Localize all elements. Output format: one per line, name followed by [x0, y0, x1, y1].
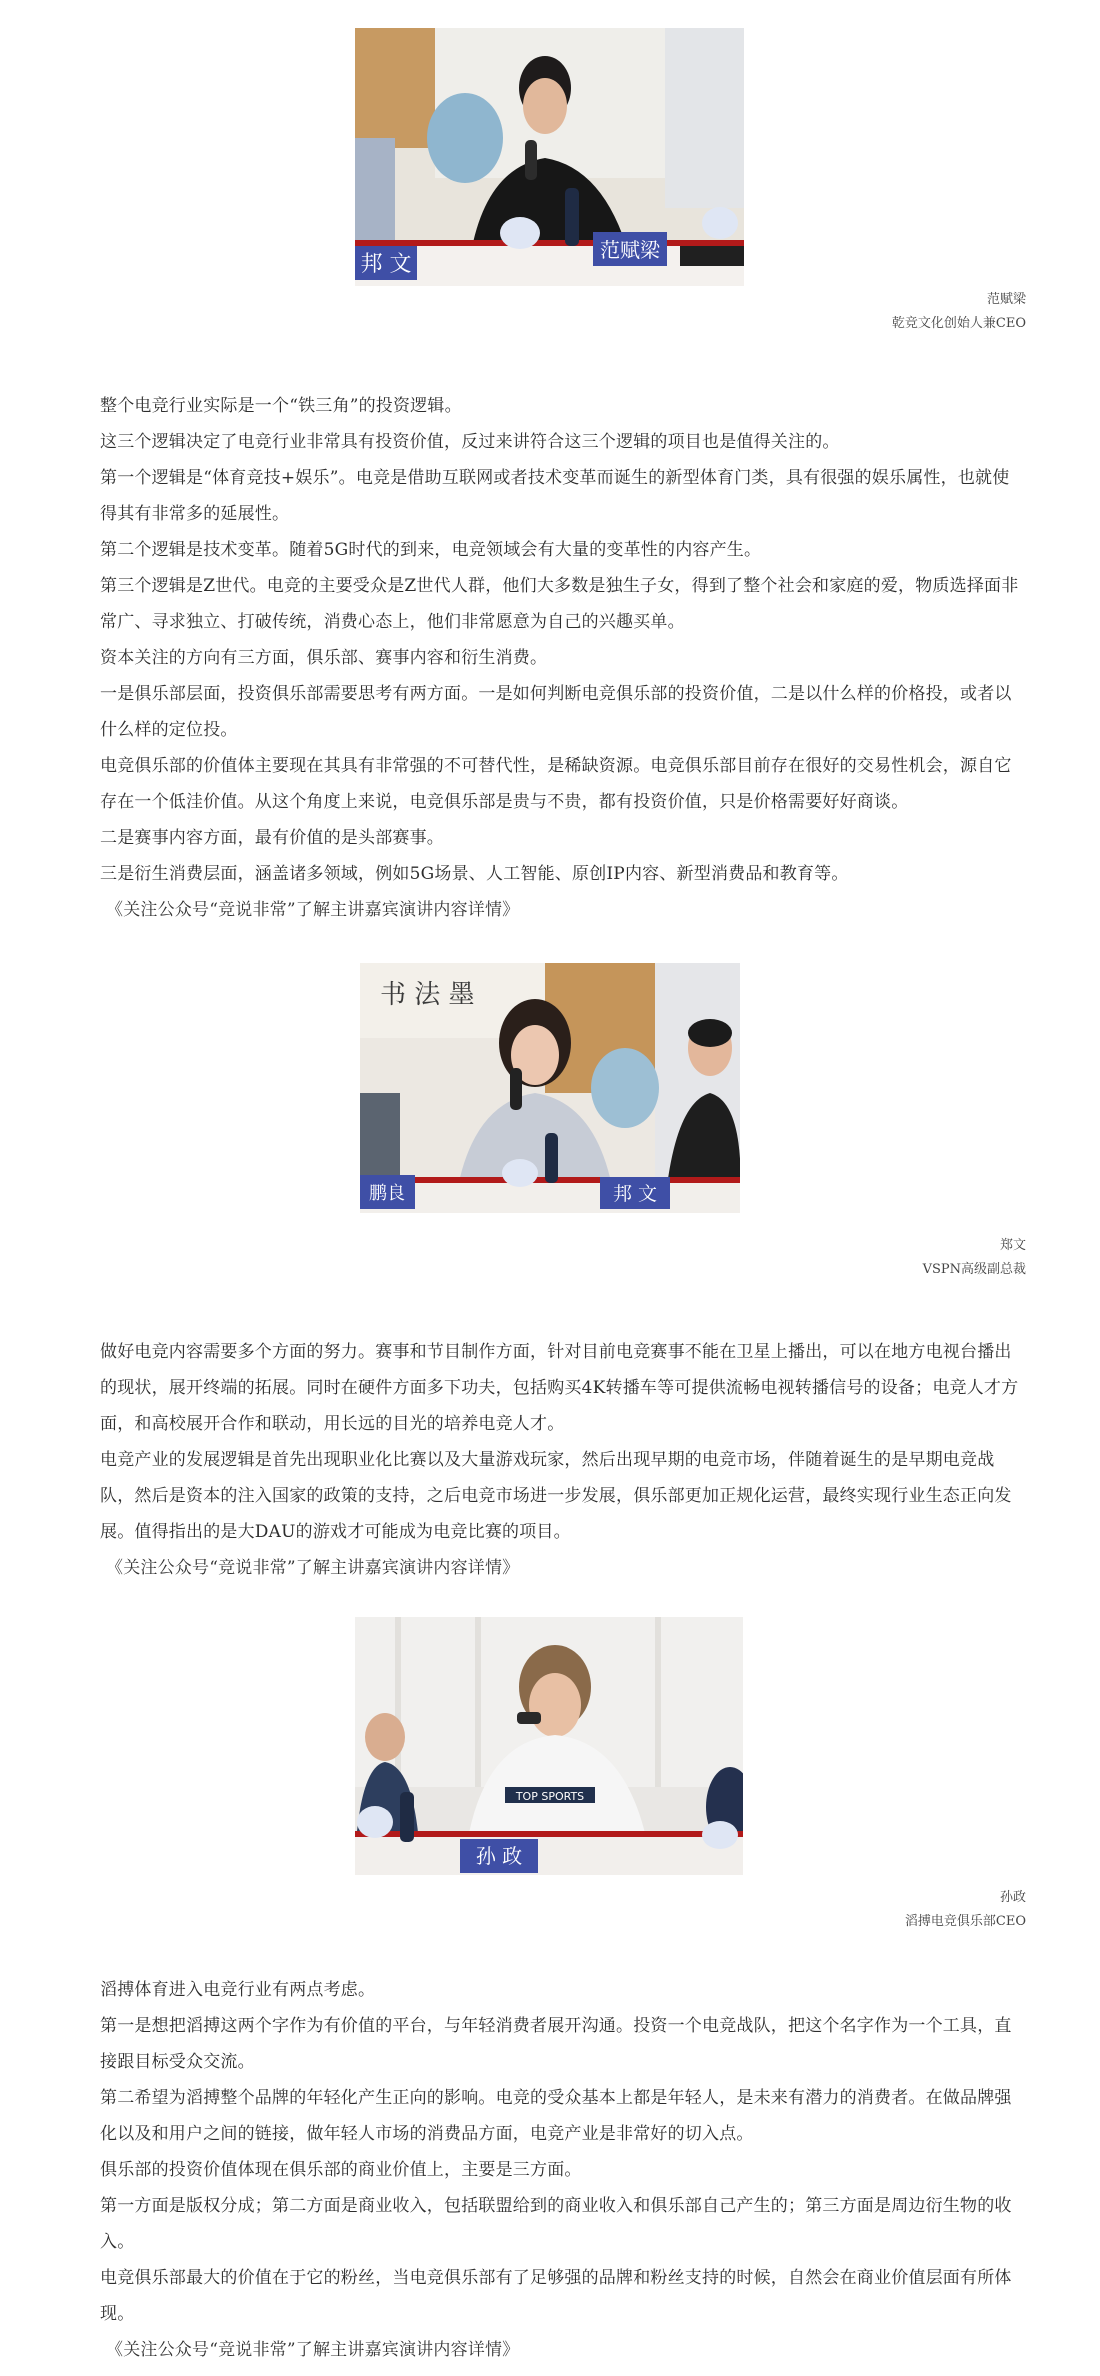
speaker-photo-1: [355, 28, 744, 286]
paragraph: 这三个逻辑决定了电竞行业非常具有投资价值，反过来讲符合这三个逻辑的项目也是值得关注的。: [100, 432, 840, 452]
paragraph: 一是俱乐部层面，投资俱乐部需要思考有两方面。一是如何判断电竞俱乐部的投资价值，二是以什么样的价格投，或者以什么样的定位投。: [100, 684, 1012, 740]
speaker-photo-1-image: [355, 28, 744, 286]
speaker-title: 滔搏电竞俱乐部CEO: [904, 1914, 1026, 1929]
article-section-3: [100, 1972, 1020, 2368]
nameplate-text: 范赋梁: [600, 238, 660, 262]
nameplate-text: 邦 文: [360, 252, 412, 277]
paragraph: 第一方面是版权分成；第二方面是商业收入，包括联盟给到的商业收入和俱乐部自己产生的；第三方面是周边衍生物的收入。: [100, 2196, 1012, 2252]
promo-text: 《关注公众号“竞说非常”了解主讲嘉宾演讲内容详情》: [106, 1558, 520, 1578]
paragraph: 电竞俱乐部最大的价值在于它的粉丝，当电竞俱乐部有了足够强的品牌和粉丝支持的时候，自然会在商业价值层面有所体现。: [100, 2268, 1012, 2324]
paragraph: 第二个逻辑是技术变革。随着5G时代的到来，电竞领域会有大量的变革性的内容产生。: [100, 540, 762, 560]
speaker-photo-3: [355, 1617, 743, 1875]
paragraph: 第二希望为滔搏整个品牌的年轻化产生正向的影响。电竞的受众基本上都是年轻人，是未来有潜力的消费者。在做品牌强化以及和用户之间的链接，做年轻人市场的消费品方面，电竞产业是非常好的切入点。: [100, 2088, 1012, 2144]
paragraph: 三是衍生消费层面，涵盖诸多领域，例如5G场景、人工智能、原创IP内容、新型消费品和教育等。: [100, 864, 849, 884]
article-section-2: [100, 1334, 1020, 1586]
speaker-name: 范赋梁: [986, 292, 1026, 307]
nameplate-text: 孙 政: [475, 1844, 523, 1868]
paragraph: 第三个逻辑是Z世代。电竞的主要受众是Z世代人群，他们大多数是独生子女，得到了整个社会和家庭的爱，物质选择面非常广、寻求独立、打破传统，消费心态上，他们非常愿意为自己的兴趣买单。: [100, 576, 1019, 632]
speaker-title: 乾竞文化创始人兼CEO: [891, 316, 1026, 331]
speaker-name: 郑文: [999, 1238, 1026, 1253]
speaker-photo-2-image: [360, 963, 740, 1213]
paragraph: 电竞产业的发展逻辑是首先出现职业化比赛以及大量游戏玩家，然后出现早期的电竞市场，伴随着诞生的是早期电竞战队，然后是资本的注入国家的政策的支持，之后电竞市场进一步发展，俱乐部更加正规化运营，最终实现行业生态正向发展。值得指出的是大DAU的游戏才可能成为电竞比赛的项目。: [100, 1450, 1012, 1542]
paragraph: 第一个逻辑是“体育竞技+娱乐”。电竞是借助互联网或者技术变革而诞生的新型体育门类，具有很强的娱乐属性，也就使得其有非常多的延展性。: [100, 468, 1010, 524]
photo-caption-3: [905, 1886, 1026, 1934]
article-section-1: [100, 388, 1020, 928]
paragraph: 整个电竞行业实际是一个“铁三角”的投资逻辑。: [100, 396, 462, 416]
paragraph: 资本关注的方向有三方面，俱乐部、赛事内容和衍生消费。: [100, 648, 548, 668]
paragraph: 电竞俱乐部的价值体主要现在其具有非常强的不可替代性，是稀缺资源。电竞俱乐部目前存在很好的交易性机会，源自它存在一个低洼价值。从这个角度上来说，电竞俱乐部是贵与不贵，都有投资价值，只是价格需要好好商谈。: [100, 756, 1012, 812]
paragraph: 滔搏体育进入电竞行业有两点考虑。: [100, 1980, 376, 2000]
photo-caption-1: [892, 288, 1026, 336]
speaker-photo-2: [360, 963, 740, 1213]
promo-text: 《关注公众号“竞说非常”了解主讲嘉宾演讲内容详情》: [106, 900, 520, 920]
speaker-name: 孙政: [999, 1890, 1026, 1905]
nameplate-text: 邦 文: [612, 1183, 658, 1205]
nameplate-text: 鹏良: [369, 1183, 405, 1204]
paragraph: 俱乐部的投资价值体现在俱乐部的商业价值上，主要是三方面。: [100, 2160, 582, 2180]
paragraph: 二是赛事内容方面，最有价值的是头部赛事。: [100, 828, 444, 848]
svg-text:TOP SPORTS: TOP SPORTS: [515, 1790, 585, 1803]
svg-text:书 法 墨: 书 法 墨: [380, 980, 475, 1010]
promo-text: 《关注公众号“竞说非常”了解主讲嘉宾演讲内容详情》: [106, 2340, 520, 2360]
paragraph: 第一是想把滔搏这两个字作为有价值的平台，与年轻消费者展开沟通。投资一个电竞战队，把这个名字作为一个工具，直接跟目标受众交流。: [100, 2016, 1012, 2072]
photo-caption-2: [923, 1234, 1026, 1282]
speaker-photo-3-image: [355, 1617, 743, 1875]
paragraph: 做好电竞内容需要多个方面的努力。赛事和节目制作方面，针对目前电竞赛事不能在卫星上播出，可以在地方电视台播出的现状，展开终端的拓展。同时在硬件方面多下功夫，包括购买4K转播车等可提供流畅电视转播信号的设备；电竞人才方面，和高校展开合作和联动，用长远的目光的培养电竞人才。: [100, 1342, 1019, 1434]
speaker-title: VSPN高级副总裁: [922, 1262, 1026, 1277]
